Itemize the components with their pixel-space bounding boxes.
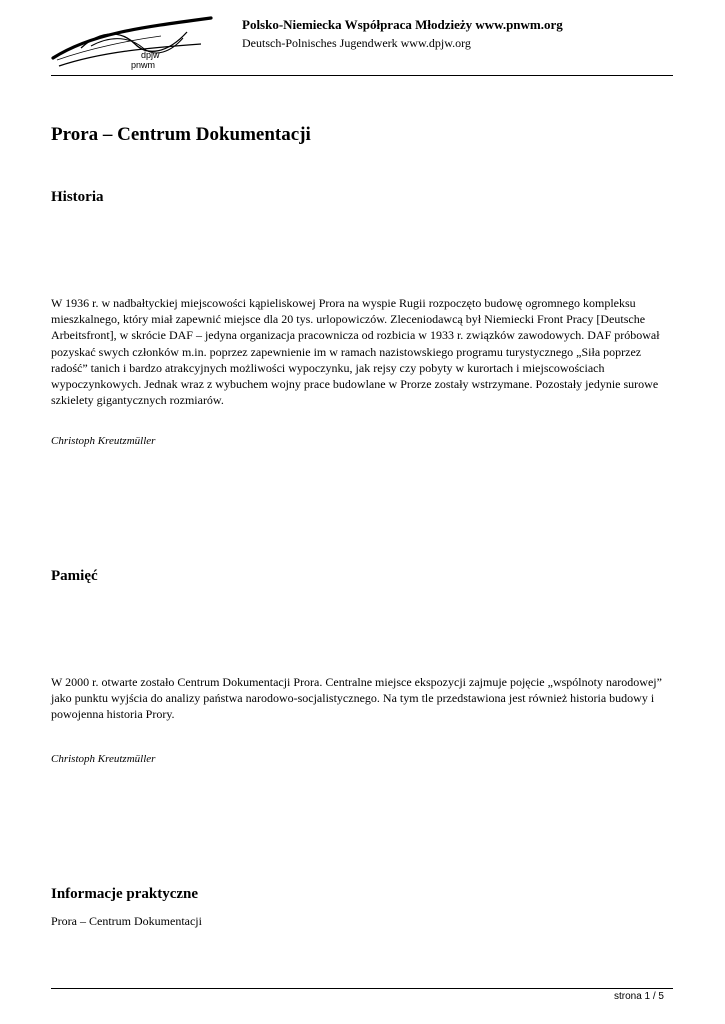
header-divider [51, 75, 673, 76]
section-author-historia: Christoph Kreutzmüller [51, 435, 156, 447]
footer-divider [51, 988, 673, 989]
page-number: strona 1 / 5 [613, 991, 664, 1002]
section-heading-informacje: Informacje praktyczne [51, 886, 199, 902]
section-body-historia: W 1936 r. w nadbałtyckiej miejscowości kąpieliskowej Prora na wyspie Rugii rozpoczęto budowę ogromnego kompleksu mieszkalnego, który miał zapewnić miejsce dla 20 tys. urlopowiczów. Zleceniodawcą był Niemiecki Front Pracy [Deutsche Arbeitsfront], w skrócie DAF – jedyna organizacja pracownicza od rozbicia w 1933 r. związków zawodowych. DAF próbował pozyskać swych członków m.in. poprzez zapewnienie im w ramach nazistowskiego programu turystycznego „Siła poprzez radość” tanich i bardzo atrakcyjnych możliwości wypoczynku, jak rejsy czy pobyty w kurortach i miejscowościach wypoczynkowych. Jednak wraz z wybuchem wojny prace budowlane w Prorze zostały wstrzymane. Pozostały jedynie surowe szkielety gigantycznych rozmiarów. [51, 296, 660, 408]
page-title: Prora – Centrum Dokumentacji [51, 124, 311, 145]
section-body-informacje: Prora – Centrum Dokumentacji [51, 914, 202, 928]
header-org-de: Deutsch-Polnisches Jugendwerk www.dpjw.org [242, 36, 471, 50]
section-author-pamiec: Christoph Kreutzmüller [51, 753, 156, 765]
section-heading-historia: Historia [51, 189, 104, 205]
logo-text-pnwm: pnwm [131, 60, 156, 70]
section-body-pamiec: W 2000 r. otwarte zostało Centrum Dokumentacji Prora. Centralne miejsce ekspozycji zajmuje pojęcie „wspólnoty narodowej” jako punktu wyjścia do analizy państwa narodowo-socjalistycznego. Na tym tle przedstawiona jest również historia budowy i powojenna historia Prory. [51, 675, 662, 722]
dpjw-pnwm-logo [51, 14, 215, 72]
header-org-pl: Polsko-Niemiecka Współpraca Młodzieży www.pnwm.org [242, 17, 563, 32]
logo-text-dpjw: dpjw [141, 50, 160, 60]
section-heading-pamiec: Pamięć [51, 568, 98, 584]
